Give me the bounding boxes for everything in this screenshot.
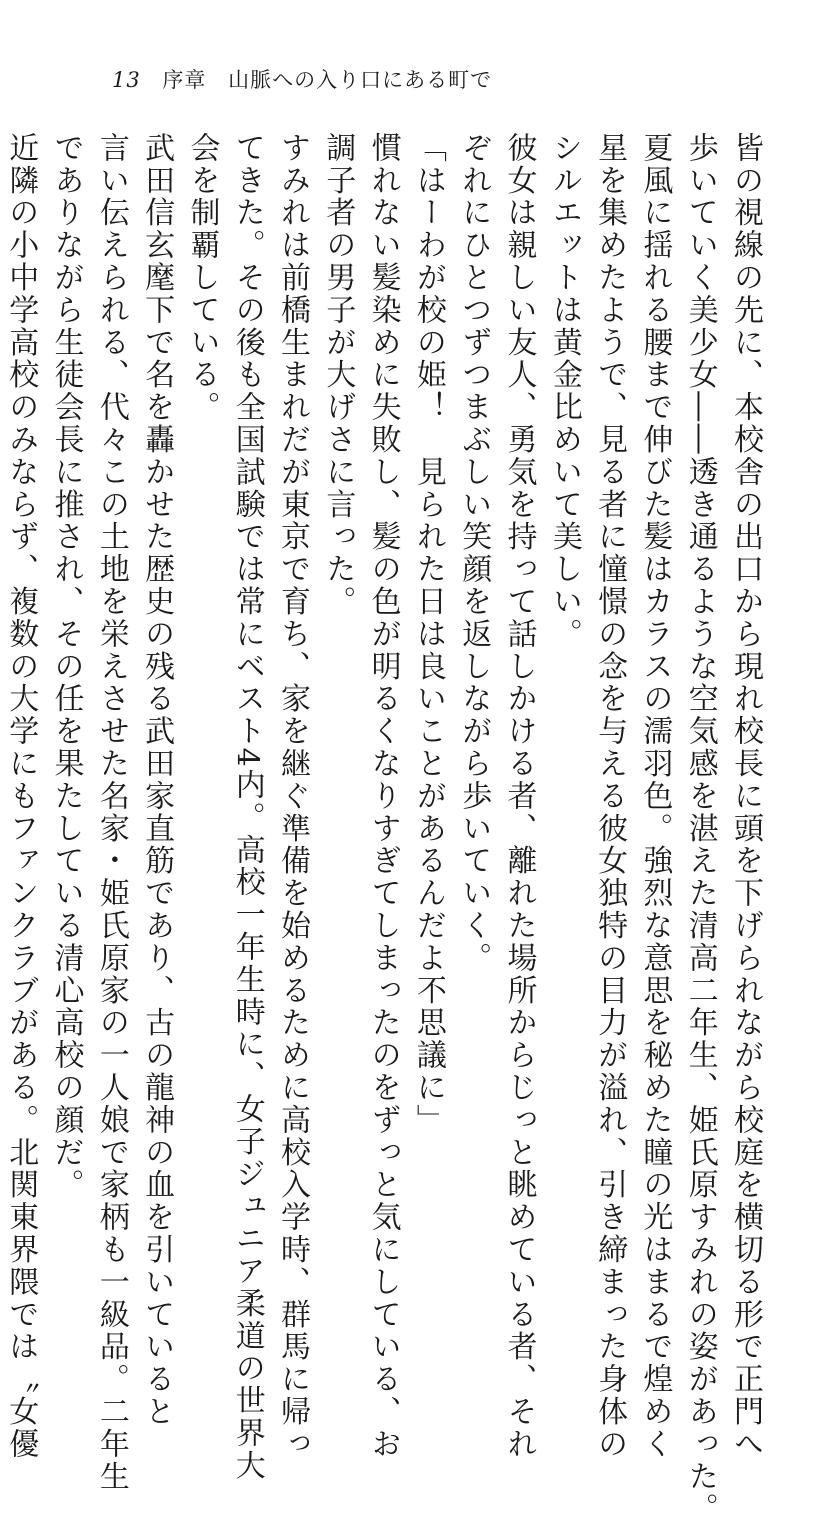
- text-line: 近隣の小中学高校のみならず、複数の大学にもファンクラブがある。北関東界隈では〝女優: [3, 132, 39, 1461]
- text-line: てきた。その後も全国試験では常にベスト4内。高校一年生時に、女子ジュニア柔道の世界大: [229, 132, 265, 1482]
- text-line: 慣れない髪染めに失敗し、髪の色が明るくなりすぎてしまったのをずっと気にしている、お: [365, 132, 401, 1461]
- text-line: 夏風に揺れる腰まで伸びた髪はカラスの濡羽色。強烈な意思を秘めた瞳の光はまるで煌めく: [637, 132, 673, 1461]
- running-header: [112, 64, 492, 94]
- text-line: 皆の視線の先に、本校舎の出口から現れ校長に頭を下げられながら校庭を横切る形で正門へ: [728, 132, 763, 1461]
- text-line: 彼女は親しい友人、勇気を持って話しかける者、離れた場所からじっと眺めている者、それ: [501, 132, 537, 1461]
- text-line: 会を制覇している。: [184, 132, 220, 424]
- page-number: 13: [112, 68, 141, 92]
- text-line: ぞれにひとつずつまぶしい笑顔を返しながら歩いていく。: [456, 132, 492, 975]
- chapter-title: 山脈への入り口にある町で: [228, 68, 493, 92]
- text-line: シルエットは黄金比めいて美しい。: [546, 132, 582, 651]
- text-line: 武田信玄麾下で名を轟かせた歴史の残る武田家直筋であり、古の龍神の血を引いていると: [139, 132, 175, 1428]
- chapter-label: 序章: [162, 68, 207, 92]
- vertical-body-text: [3, 132, 768, 1525]
- text-line: 調子者の男子が大げさに言った。: [320, 132, 356, 618]
- text-line: 言い伝えられる、代々この土地を栄えさせた名家・姫氏原家の一人娘で家柄も一級品。二年生: [93, 132, 129, 1493]
- text-line: 歩いていく美少女――透き通るような空気感を湛えた清高二年生、姫氏原すみれの姿があった。: [682, 132, 718, 1525]
- text-line: 星を集めたようで、見る者に憧憬の念を与える彼女独特の目力が溢れ、引き締まった身体の: [592, 132, 628, 1461]
- text-line: すみれは前橋生まれだが東京で育ち、家を継ぐ準備を始めるために高校入学時、群馬に帰っ: [275, 132, 311, 1461]
- text-line: 「はーわが校の姫！ 見られた日は良いことがあるんだよ不思議に」: [410, 132, 446, 1137]
- text-line: でありながら生徒会長に推され、その任を果たしている清心高校の顔だ。: [48, 132, 84, 1202]
